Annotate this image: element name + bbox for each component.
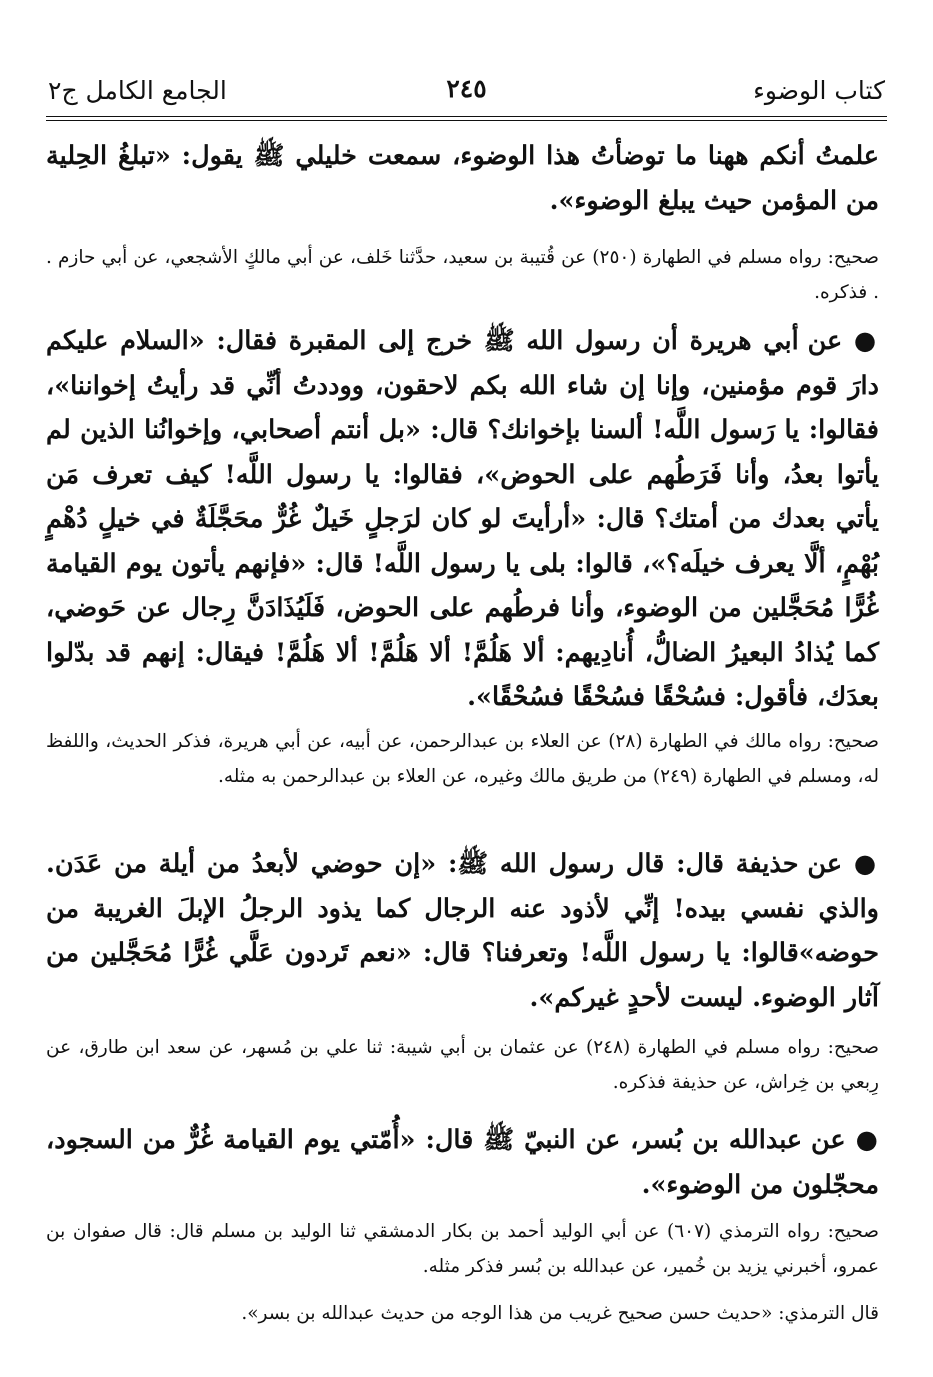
takhrij-text: قال الترمذي: «حديث حسن صحيح غريب من هذا الوجه من حديث عبدالله بن بسر».	[241, 1303, 879, 1324]
takhrij-note	[46, 240, 879, 310]
bullet-icon: ●	[853, 849, 879, 879]
book-title: كتاب الوضوء	[753, 76, 885, 105]
tirmidhi-grading	[46, 1296, 879, 1331]
bullet-icon: ●	[853, 326, 879, 356]
takhrij-text: صحيح: رواه مسلم في الطهارة (٢٥٠) عن قُتيبة بن سعيد، حدَّثنا خَلف، عن أبي مالكٍ الأشجعي، عن أبي حازم . . فذكره.	[46, 247, 879, 303]
hadith-continuation	[46, 134, 879, 223]
page-number: ٢٤٥	[446, 74, 487, 103]
collection-title: الجامع الكامل ج٢	[48, 76, 227, 105]
hadith-text: عن حذيفة قال: قال رسول الله ﷺ: «إن حوضي لأبعدُ من أيلة من عَدَن. والذي نفسي بيده! إنِّي لأذود عنه الرجال كما يذود الرجلُ الإبلَ الغريبة من حوضه»قالوا: يا رسول اللَّه! وتعرفنا؟ قال: «نعم تَردون عَلَّي غُرًّا مُحَجَّلين من آثار الوضوء. ليست لأحدٍ غيركم».	[46, 849, 879, 1013]
hadith-text: عن عبدالله بن بُسر، عن النبيّ ﷺ قال: «أُمّتي يوم القيامة غُرٌّ من السجود، محجّلون من الوضوء».	[46, 1125, 879, 1200]
hadith-abdullah-ibn-busr	[46, 1118, 879, 1207]
takhrij-note	[46, 1030, 879, 1100]
takhrij-note	[46, 724, 879, 794]
header-rule	[46, 116, 887, 117]
takhrij-text: صحيح: رواه مالك في الطهارة (٢٨) عن العلاء بن عبدالرحمن، عن أبيه، عن أبي هريرة، فذكر الحديث، واللفظ له، ومسلم في الطهارة (٢٤٩) من طريق مالك وغيره، عن العلاء بن عبدالرحمن به مثله.	[46, 731, 879, 787]
hadith-hudhayfa	[46, 842, 879, 1020]
header-rule-thin	[46, 120, 887, 121]
takhrij-text: صحيح: رواه مسلم في الطهارة (٢٤٨) عن عثمان بن أبي شيبة: ثنا علي بن مُسهر، عن سعد ابن طارق، عن رِبعي بن خِراش، عن حذيفة فذكره.	[46, 1037, 879, 1093]
hadith-text: عن أبي هريرة أن رسول الله ﷺ خرج إلى المقبرة فقال: «السلام عليكم دارَ قوم مؤمنين، وإنا إن شاء الله بكم لاحقون، ووددتُ أنِّي قد رأيتُ إخواننا»، فقالوا: يا رَسول اللَّه! ألسنا بإخوانك؟ قال: «بل أنتم أصحابي، وإخوانُنا الذين لم يأتوا بعدُ، وأنا فَرَطُهم على الحوض»، فقالوا: يا رسول اللَّه! كيف تعرف مَن يأتي بعدك من أمتك؟ قال: «أرأيتَ لو كان لرَجلٍ خَيلٌ غُرٌّ محَجَّلَةٌ في خيلٍ دُهْمٍ بُهْمٍ، ألَّا يعرف خيلَه؟»، قالوا: بلى يا رسول اللَّه! قال: «فإنهم يأتون يوم القيامة غُرًّا مُحَجَّلين من الوضوء، وأنا فرطُهم على الحوض، فَلَيُذَادَنَّ رِجال عن حَوضي، كما يُذادُ البعيرُ الضالُّ، أُنادِيهم: ألا هَلُمَّ! ألا هَلُمَّ! ألا هَلُمَّ! فيقال: إنهم قد بدّلوا بعدَك، فأقول: فسُحْقًا فسُحْقًا فسُحْقًا».	[46, 326, 879, 712]
takhrij-text: صحيح: رواه الترمذي (٦٠٧) عن أبي الوليد أحمد بن بكار الدمشقي ثنا الوليد بن مسلم قال: قال صفوان بن عمرو، أخبرني يزيد بن خُمير، عن عبدالله بن بُسر فذكر مثله.	[46, 1221, 879, 1277]
takhrij-note	[46, 1214, 879, 1284]
hadith-abu-hurayra	[46, 319, 879, 720]
bullet-icon: ●	[855, 1125, 879, 1155]
page-header	[48, 70, 885, 110]
hadith-text: علمتُ أنكم ههنا ما توضأتُ هذا الوضوء، سمعت خليلي ﷺ يقول: «تبلغُ الحِلية من المؤمن حيث يبلغ الوضوء».	[46, 141, 879, 216]
